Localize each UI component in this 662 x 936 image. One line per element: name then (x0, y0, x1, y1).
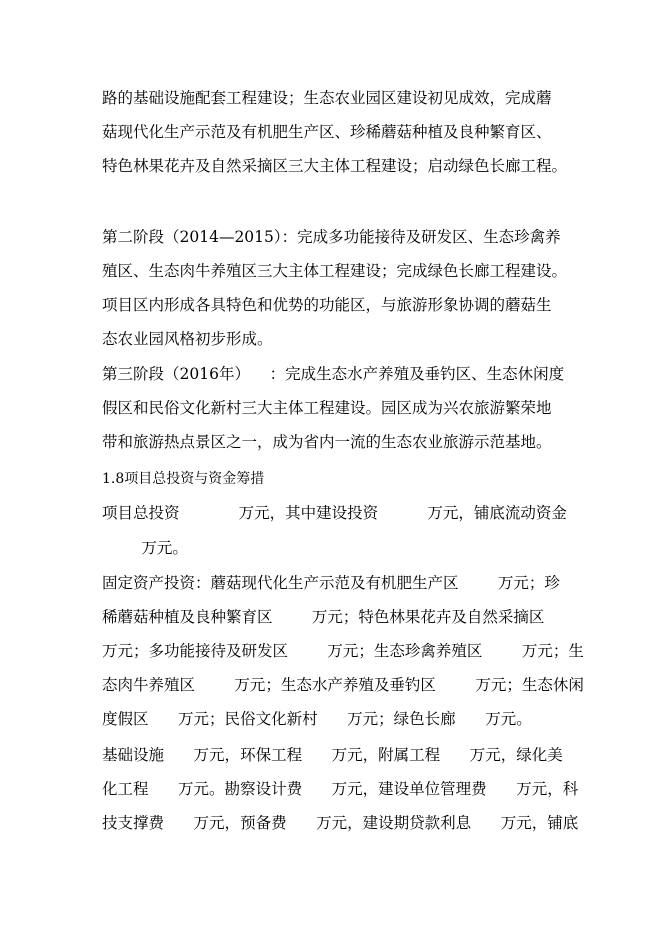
paragraph-1-line-2: 菇现代化生产示范及有机肥生产区、珍稀蘑菇种植及良种繁育区、 (102, 123, 552, 141)
paragraph-2-line-4: 态农业园风格初步形成。 (102, 330, 273, 348)
paragraph-5-line-4: 态肉牛养殖区 万元；生态水产养殖及垂钓区 万元；生态休闲 (102, 676, 584, 694)
paragraph-5-line-2: 稀蘑菇种植及良种繁育区 万元；特色林果花卉及自然采摘区 (102, 608, 545, 626)
paragraph-1-line-3: 特色林果花卉及自然采摘区三大主体工程建设；启动绿色长廊工程。 (102, 157, 568, 175)
paragraph-4-line-1: 项目总投资 万元，其中建设投资 万元，铺底流动资金 (102, 504, 567, 522)
paragraph-6-line-2: 化工程 万元。勘察设计费 万元，建设单位管理费 万元，科 (102, 780, 579, 798)
paragraph-3-line-2: 假区和民俗文化新村三大主体工程建设。园区成为兴农旅游繁荣地 (102, 399, 552, 417)
paragraph-3-line-3: 带和旅游热点景区之一，成为省内一流的生态农业旅游示范基地。 (102, 433, 552, 451)
paragraph-3-line-1: 第三阶段（2016年） ：完成生态水产养殖及垂钓区、生态休闲度 (102, 365, 565, 383)
paragraph-6-line-1: 基础设施 万元，环保工程 万元，附属工程 万元，绿化美 (102, 746, 563, 764)
paragraph-2-line-3: 项目区内形成各具特色和优势的功能区，与旅游形象协调的蘑菇生 (102, 296, 552, 314)
paragraph-5-line-3: 万元；多功能接待及研发区 万元；生态珍禽养殖区 万元；生 (102, 642, 584, 660)
paragraph-5-line-1: 固定资产投资：蘑菇现代化生产示范及有机肥生产区 万元；珍 (102, 574, 560, 592)
paragraph-2-line-1: 第二阶段（2014—2015）：完成多功能接待及研发区、生态珍禽养 (102, 228, 561, 246)
paragraph-1-line-1: 路的基础设施配套工程建设；生态农业园区建设初见成效，完成蘑 (102, 89, 552, 107)
section-heading: 1.8项目总投资与资金筹措 (102, 471, 265, 487)
paragraph-6-line-3: 技支撑费 万元，预备费 万元，建设期贷款利息 万元，铺底 (102, 814, 579, 832)
paragraph-5-line-5: 度假区 万元；民俗文化新村 万元；绿色长廊 万元。 (102, 710, 532, 728)
paragraph-4-line-2: 万元。 (102, 539, 188, 557)
paragraph-2-line-2: 殖区、生态肉牛养殖区三大主体工程建设；完成绿色长廊工程建设。 (102, 262, 568, 280)
